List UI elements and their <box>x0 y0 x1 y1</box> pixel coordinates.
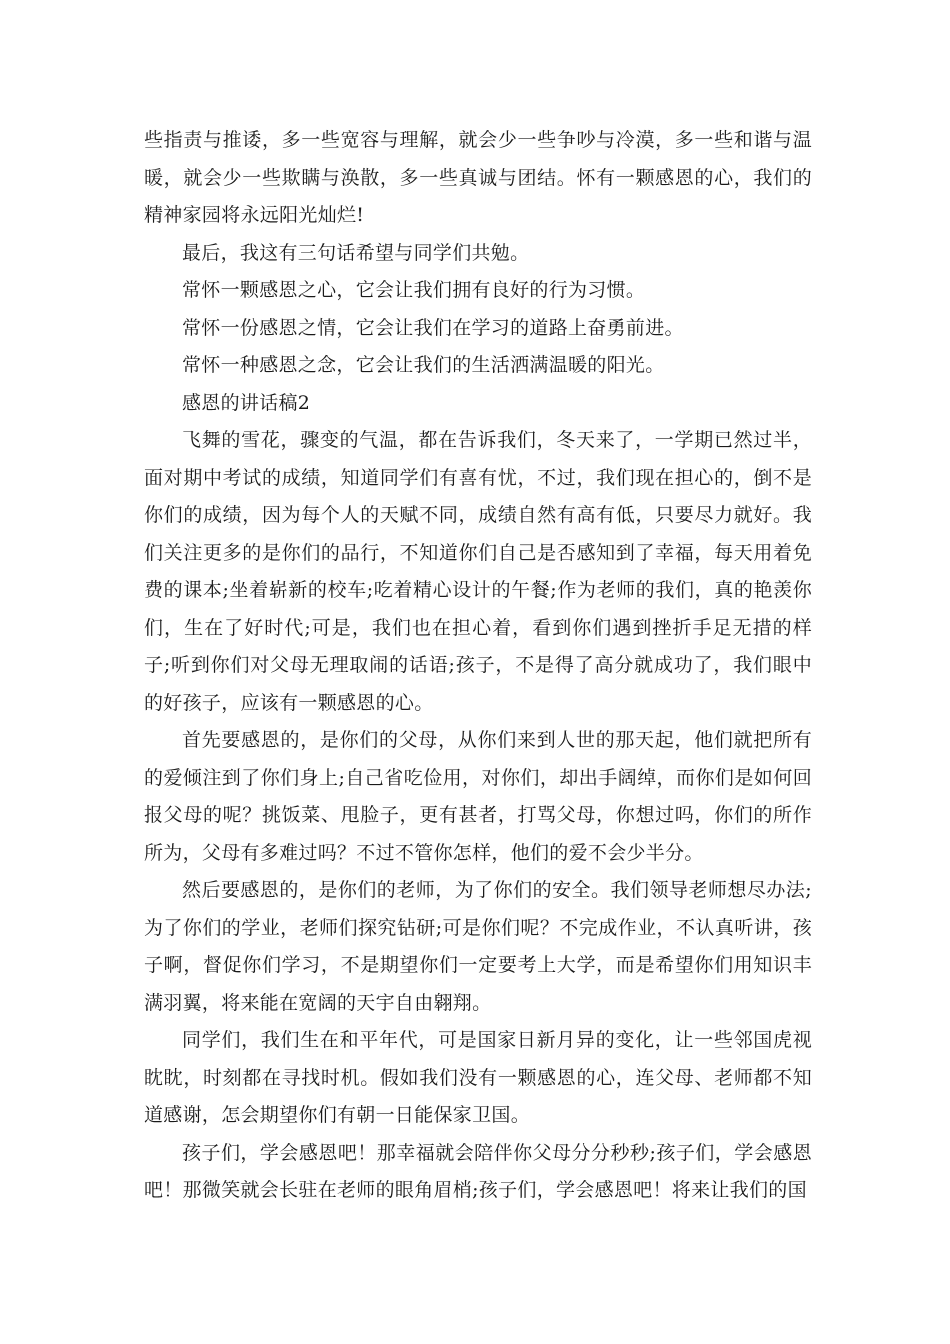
paragraph-1: 些指责与推诿，多一些宽容与理解，就会少一些争吵与冷漠，多一些和谐与温暖，就会少一些欺瞒与涣散，多一些真诚与团结。怀有一颗感恩的心，我们的精神家园将永远阳光灿烂! <box>144 129 812 226</box>
paragraph-8: 首先要感恩的，是你们的父母，从你们来到人世的那天起，他们就把所有的爱倾注到了你们身上;自己省吃俭用，对你们，却出手阔绰，而你们是如何回报父母的呢？挑饭菜、甩脸子，更有甚者，打骂父母，你想过吗，你们的所作所为，父母有多难过吗？不过不管你怎样，他们的爱不会少半分。 <box>144 729 812 864</box>
paragraph-11: 孩子们，学会感恩吧！那幸福就会陪伴你父母分分秒秒;孩子们，学会感恩吧！那微笑就会长驻在老师的眼角眉梢;孩子们，学会感恩吧！将来让我们的国 <box>144 1141 812 1201</box>
paragraph-5: 常怀一种感恩之念，它会让我们的生活洒满温暖的阳光。 <box>182 354 665 376</box>
paragraph-3: 常怀一颗感恩之心，它会让我们拥有良好的行为习惯。 <box>182 279 646 301</box>
paragraph-9: 然后要感恩的，是你们的老师，为了你们的安全。我们领导老师想尽办法;为了你们的学业，老师们探究钻研;可是你们呢？不完成作业，不认真听讲，孩子啊，督促你们学习，不是期望你们一定要考上大学，而是希望你们用知识丰满羽翼，将来能在宽阔的天宇自由翱翔。 <box>144 879 812 1014</box>
paragraph-10: 同学们，我们生在和平年代，可是国家日新月异的变化，让一些邻国虎视眈眈，时刻都在寻找时机。假如我们没有一颗感恩的心，连父母、老师都不知道感谢，怎会期望你们有朝一日能保家卫国。 <box>144 1029 812 1126</box>
paragraph-7: 飞舞的雪花，骤变的气温，都在告诉我们，冬天来了，一学期已然过半，面对期中考试的成绩，知道同学们有喜有忧，不过，我们现在担心的，倒不是你们的成绩，因为每个人的天赋不同，成绩自然有高有低，只要尽力就好。我们关注更多的是你们的品行，不知道你们自己是否感知到了幸福，每天用着免费的课本;坐着崭新的校车;吃着精心设计的午餐;作为老师的我们，真的艳羡你们，生在了好时代;可是，我们也在担心着，看到你们遇到挫折手足无措的样子;听到你们对父母无理取闹的话语;孩子，不是得了高分就成功了，我们眼中的好孩子，应该有一颗感恩的心。 <box>144 429 812 714</box>
section-heading: 感恩的讲话稿2 <box>182 391 311 414</box>
paragraph-4: 常怀一份感恩之情，它会让我们在学习的道路上奋勇前进。 <box>182 316 684 339</box>
paragraph-2: 最后，我这有三句话希望与同学们共勉。 <box>182 241 530 264</box>
document-body <box>144 122 812 1210</box>
